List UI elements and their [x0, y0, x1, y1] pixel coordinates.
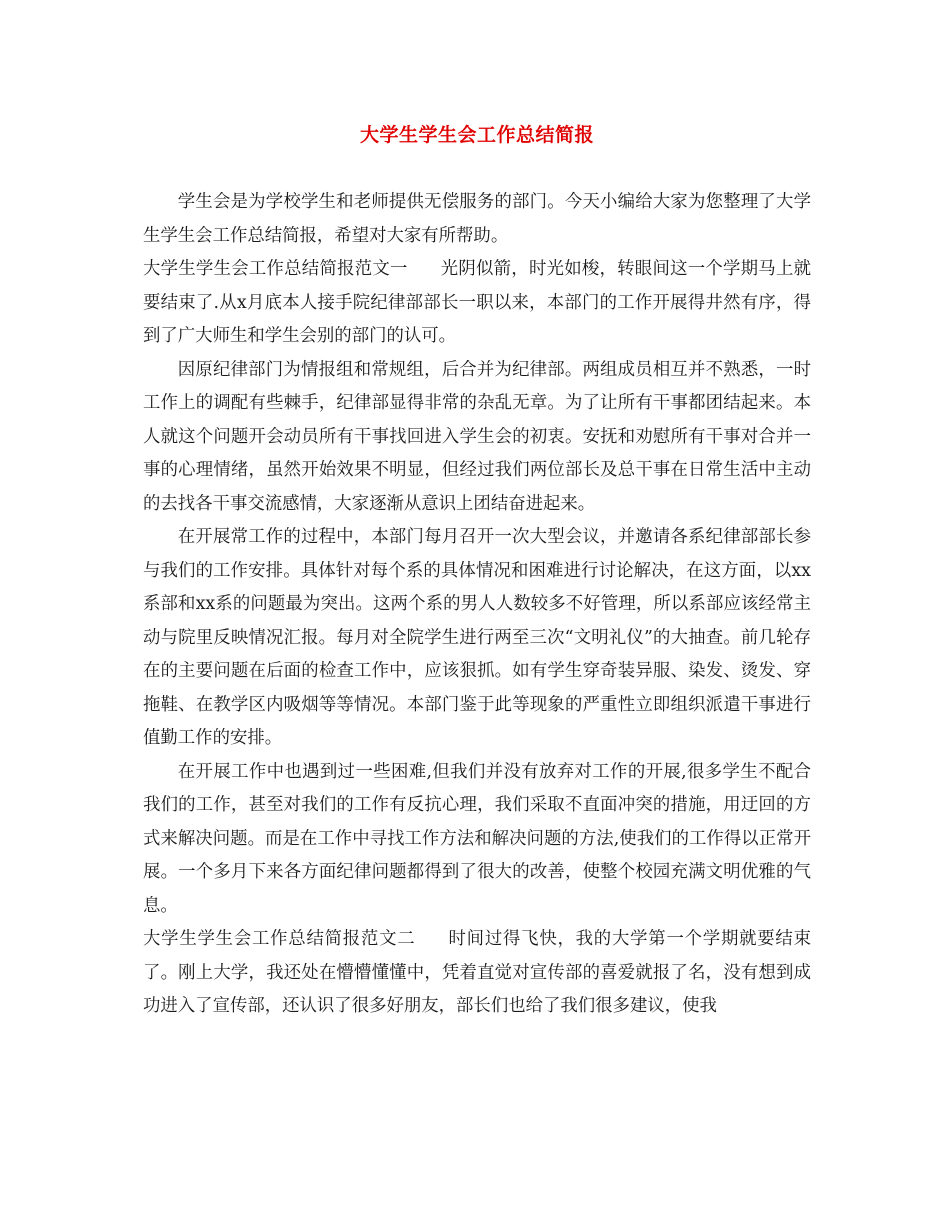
section-two-heading: 大学生学生会工作总结简报范文二	[143, 929, 416, 949]
intro-paragraph: 学生会是为学校学生和老师提供无偿服务的部门。今天小编给大家为您整理了大学生学生会工作总结简报，希望对大家有所帮助。	[143, 192, 811, 246]
section-one-lead-text: 光阴似箭，时光如梭，转眼间这一个学期马上就要结束了.从x月底本人接手院纪律部部长一职以来，本部门的工作开展得井然有序，得到了广大师生和学生会别的部门的认可。	[143, 259, 811, 346]
section-two-lead-paragraph	[143, 923, 811, 1024]
section-one-paragraph: 在开展工作中也遇到过一些困难,但我们并没有放弃对工作的开展,很多学生不配合我们的工作，甚至对我们的工作有反抗心理，我们采取不直面冲突的措施，用迂回的方式来解决问题。而是在工作中寻找工作方法和解决问题的方法,使我们的工作得以正常开展。一个多月下来各方面纪律问题都得到了很大的改善，使整个校园充满文明优雅的气息。	[143, 761, 811, 916]
document-title: 大学生学生会工作总结简报	[359, 124, 594, 146]
section-one-heading: 大学生学生会工作总结简报范文一	[143, 259, 408, 279]
section-one-lead-paragraph	[143, 253, 811, 354]
section-one-paragraph: 因原纪律部门为情报组和常规组，后合并为纪律部。两组成员相互并不熟悉，一时工作上的调配有些棘手，纪律部显得非常的杂乱无章。为了让所有干事都团结起来。本人就这个问题开会动员所有干事找回进入学生会的初衷。安抚和劝慰所有干事对合并一事的心理情绪，虽然开始效果不明显，但经过我们两位部长及总干事在日常生活中主动的去找各干事交流感情，大家逐渐从意识上团结奋进起来。	[143, 359, 811, 514]
document-body	[143, 120, 811, 1024]
section-two-lead-text: 时间过得飞快，我的大学第一个学期就要结束了。刚上大学，我还处在懵懵懂懂中，凭着直觉对宣传部的喜爱就报了名，没有想到成功进入了宣传部，还认识了很多好朋友，部长们也给了我们很多建议，使我	[143, 929, 811, 1016]
section-one-paragraph: 在开展常工作的过程中，本部门每月召开一次大型会议，并邀请各系纪律部部长参与我们的工作安排。具体针对每个系的具体情况和困难进行讨论解决，在这方面，以xx系部和xx系的问题最为突出。这两个系的男人人数较多不好管理，所以系部应该经常主动与院里反映情况汇报。每月对全院学生进行两至三次“文明礼仪”的大抽查。前几轮存在的主要问题在后面的检查工作中，应该狠抓。如有学生穿奇装异服、染发、烫发、穿拖鞋、在教学区内吸烟等等情况。本部门鉴于此等现象的严重性立即组织派遣干事进行值勤工作的安排。	[143, 527, 811, 748]
